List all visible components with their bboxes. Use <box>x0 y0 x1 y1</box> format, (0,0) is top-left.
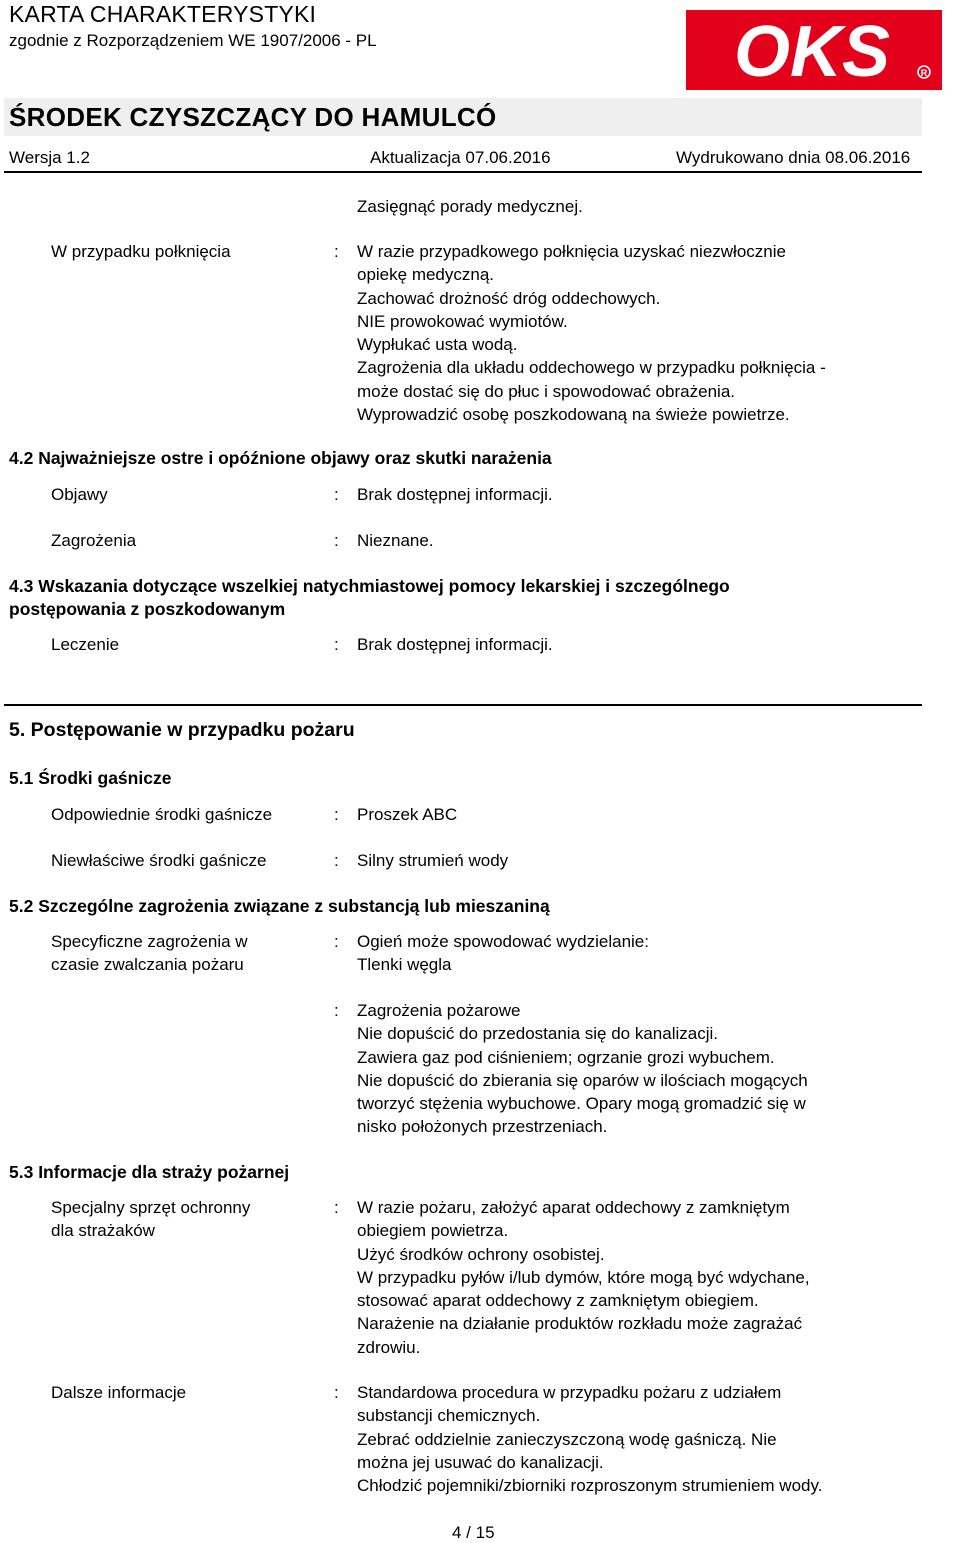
text-line: W razie pożaru, założyć aparat oddechowy z zamkniętym <box>357 1198 790 1217</box>
text-line: Standardowa procedura w przypadku pożaru z udziałem <box>357 1383 782 1402</box>
colon: : <box>334 1383 339 1402</box>
page-number: 4 / 15 <box>452 1523 495 1542</box>
protective-equipment-value <box>357 1196 810 1359</box>
suitable-media-value: Proszek ABC <box>357 805 458 824</box>
text-line: Zagrożenia pożarowe <box>357 1001 521 1020</box>
unsuitable-media-value: Silny strumień wody <box>357 851 509 870</box>
text-line: Zebrać oddzielnie zanieczyszczoną wodę gaśniczą. Nie <box>357 1429 777 1449</box>
text-line: Nie dopuścić do zbierania się oparów w ilościach mogących <box>357 1070 808 1090</box>
text-line: W razie przypadkowego połknięcia uzyskać niezwłocznie <box>357 242 786 261</box>
text-line: substancji chemicznych. <box>357 1406 541 1426</box>
text-line: można jej usuwać do kanalizacji. <box>357 1452 604 1472</box>
text-line: Zagrożenia dla układu oddechowego w przypadku połknięcia - <box>357 358 826 378</box>
further-info-label: Dalsze informacje <box>51 1383 187 1402</box>
version: Wersja 1.2 <box>9 148 90 167</box>
symptoms-label: Objawy <box>51 485 108 504</box>
header-divider <box>4 171 922 173</box>
regulation-subtitle: zgodnie z Rozporządzeniem WE 1907/2006 - PL <box>9 31 377 50</box>
colon: : <box>334 805 339 824</box>
suitable-media-label: Odpowiednie środki gaśnicze <box>51 805 273 824</box>
section-4-3-heading-line1: 4.3 Wskazania dotyczące wszelkiej natychmiastowej pomocy lekarskiej i szczególnego <box>9 576 730 596</box>
section-divider <box>4 704 922 706</box>
oks-logo <box>686 10 942 90</box>
unsuitable-media-label: Niewłaściwe środki gaśnicze <box>51 851 267 870</box>
swallow-label: W przypadku połknięcia <box>51 242 231 261</box>
print-date: Wydrukowano dnia 08.06.2016 <box>676 148 911 167</box>
treatment-label: Leczenie <box>51 635 120 654</box>
hazards-label: Zagrożenia <box>51 531 137 550</box>
document-title: KARTA CHARAKTERYSTYKI <box>9 1 317 27</box>
text-line: Zachować drożność dróg oddechowych. <box>357 288 661 308</box>
colon: : <box>334 531 339 550</box>
text-line: czasie zwalczania pożaru <box>51 955 244 975</box>
text-line: Specjalny sprzęt ochronny <box>51 1198 251 1217</box>
hazards-value: Nieznane. <box>357 531 434 550</box>
section-5-3-heading: 5.3 Informacje dla straży pożarnej <box>9 1162 290 1182</box>
specific-hazards-value <box>357 930 649 977</box>
text-line: stosować aparat oddechowy z zamkniętym obiegiem. <box>357 1291 759 1311</box>
text-line: NIE prowokować wymiotów. <box>357 311 568 331</box>
swallow-value <box>357 240 826 426</box>
colon: : <box>334 1001 339 1020</box>
colon: : <box>334 635 339 654</box>
text-line: obiegiem powietrza. <box>357 1221 509 1241</box>
text-line: Wyprowadzić osobę poszkodowaną na świeże powietrze. <box>357 405 790 425</box>
section-4-2-heading: 4.2 Najważniejsze ostre i opóźnione objawy oraz skutki narażenia <box>9 448 552 468</box>
text-line: nisko położonych przestrzeniach. <box>357 1117 608 1137</box>
logo-text: OKS <box>733 12 891 90</box>
text-line: Użyć środków ochrony osobistej. <box>357 1244 605 1264</box>
text-line: Wypłukać usta wodą. <box>357 335 518 355</box>
text-line: Specyficzne zagrożenia w <box>51 932 248 951</box>
text-line: Ogień może spowodować wydzielanie: <box>357 932 649 951</box>
text-line: opiekę medyczną. <box>357 265 495 285</box>
text-line: tworzyć stężenia wybuchowe. Opary mogą gromadzić się w <box>357 1094 806 1114</box>
text-line: Narażenie na działanie produktów rozkładu może zagrażać <box>357 1314 803 1334</box>
further-info-value <box>357 1381 822 1497</box>
text-line: Tlenki węgla <box>357 955 452 975</box>
text-line: dla strażaków <box>51 1221 155 1241</box>
section-5-2-heading: 5.2 Szczególne zagrożenia związane z substancją lub mieszaniną <box>9 896 550 916</box>
specific-hazards-label <box>51 930 248 977</box>
fire-hazards-value <box>357 999 808 1139</box>
colon: : <box>334 242 339 261</box>
continuation-text: Zasięgnąć porady medycznej. <box>357 197 583 216</box>
text-line: Nie dopuścić do przedostania się do kanalizacji. <box>357 1024 718 1044</box>
svg-text:R: R <box>920 68 928 78</box>
section-4-3-heading-line2: postępowania z poszkodowanym <box>9 599 286 619</box>
protective-equipment-label <box>51 1196 250 1243</box>
product-name: ŚRODEK CZYSZCZĄCY DO HAMULCÓ <box>9 102 497 132</box>
text-line: może dostać się do płuc i spowodować obrażenia. <box>357 381 735 401</box>
section-5-heading: 5. Postępowanie w przypadku pożaru <box>9 719 355 741</box>
section-5-1-heading: 5.1 Środki gaśnicze <box>9 768 172 788</box>
treatment-value: Brak dostępnej informacji. <box>357 635 553 654</box>
colon: : <box>334 485 339 504</box>
colon: : <box>334 1198 339 1217</box>
text-line: Chłodzić pojemniki/zbiorniki rozproszonym strumieniem wody. <box>357 1476 823 1496</box>
colon: : <box>334 932 339 951</box>
update-date: Aktualizacja 07.06.2016 <box>370 148 551 167</box>
symptoms-value: Brak dostępnej informacji. <box>357 485 553 504</box>
colon: : <box>334 851 339 870</box>
text-line: W przypadku pyłów i/lub dymów, które mogą być wdychane, <box>357 1267 810 1287</box>
text-line: Zawiera gaz pod ciśnieniem; ogrzanie grozi wybuchem. <box>357 1047 775 1067</box>
text-line: zdrowiu. <box>357 1337 421 1357</box>
